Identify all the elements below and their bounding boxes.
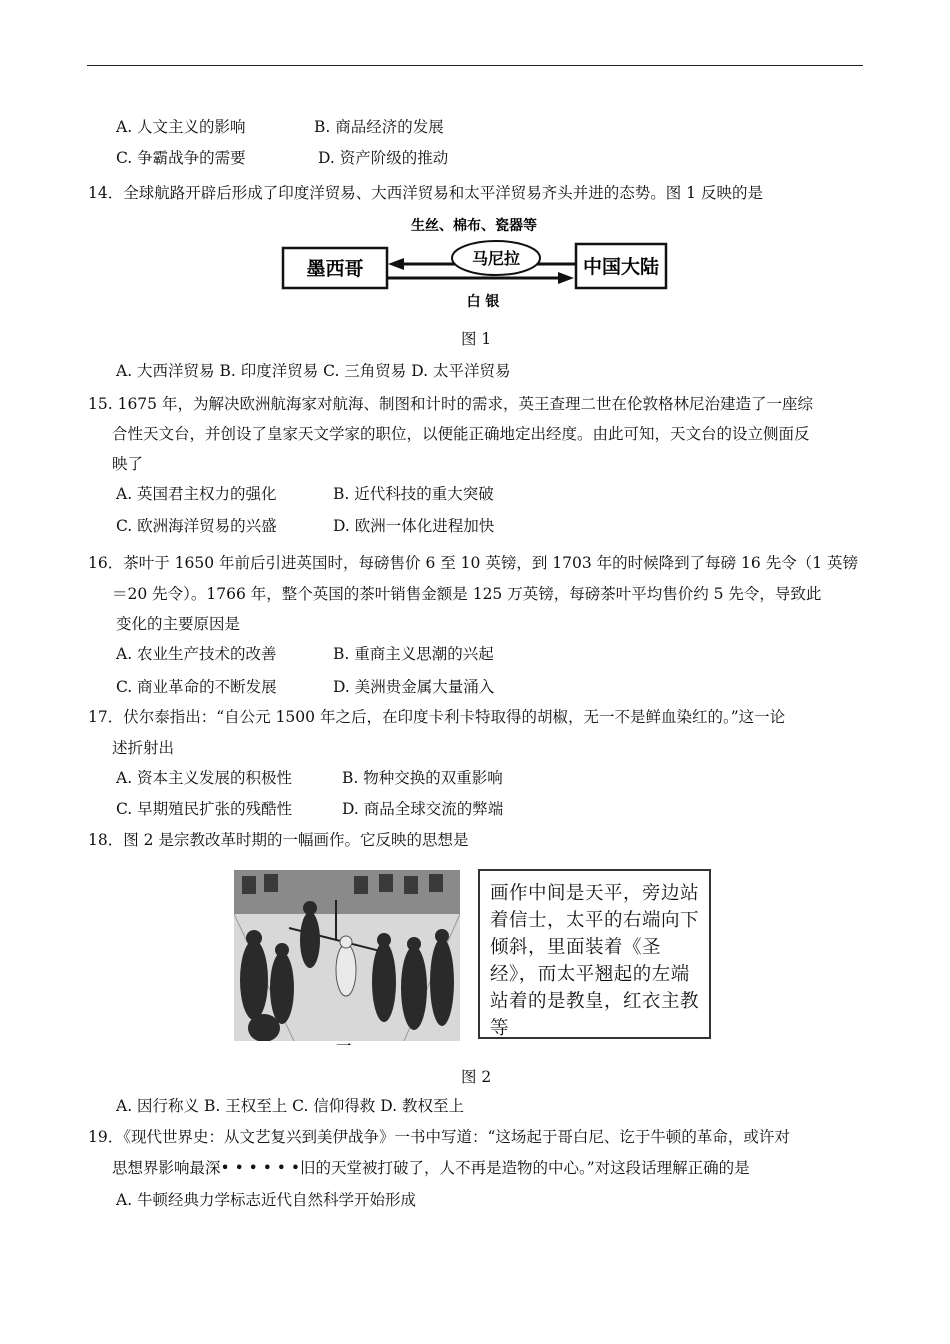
painting-description-box: 画作中间是天平，旁边站着信士，太平的右端向下倾斜，里面装着《圣经》，而太平翘起的左端站着的是教皇，红衣主教等 [478,869,711,1039]
q16-stem-line2: ＝20 先令）。1766 年，整个英国的茶叶销售金额是 125 万英镑，每磅茶叶平均售价约 5 先令，导致此 [112,585,822,603]
diagram-arrowhead-left [388,258,404,270]
reformation-painting [234,870,460,1041]
diagram-goods-bottom: 白 银 [466,294,500,310]
diagram-label-china: 中国大陆 [582,256,660,278]
q19-stem-line2: 思想界影响最深• • • • • •旧的天堂被打破了，人不再是造物的中心。”对这段话理解正确的是 [112,1159,750,1177]
diagram-arrowhead-right [558,272,574,284]
figure1-caption: 图 1 [461,330,492,348]
q16-stem-line3: 变化的主要原因是 [116,615,241,633]
q13-option-a[interactable]: A. 人文主义的影响 [116,118,246,136]
q15-stem-line3: 映了 [112,455,144,473]
figure2-caption: 图 2 [461,1068,492,1086]
q19-option-a[interactable]: A. 牛顿经典力学标志近代自然科学开始形成 [116,1191,417,1209]
q15-option-c[interactable]: C. 欧洲海洋贸易的兴盛 [116,517,277,535]
q15-option-d[interactable]: D. 欧洲一体化进程加快 [333,517,495,535]
q15-stem-line2: 合性天文台，并创设了皇家天文学家的职位，以便能正确地定出经度。由此可知，天文台的设立侧面反 [112,425,810,443]
diagram-label-manila: 马尼拉 [471,249,521,268]
painting-mark: 一 [336,1037,352,1055]
q17-option-b[interactable]: B. 物种交换的双重影响 [342,769,503,787]
q16-option-d[interactable]: D. 美洲贵金属大量涌入 [333,678,495,696]
q15-option-b[interactable]: B. 近代科技的重大突破 [333,485,494,503]
q17-option-d[interactable]: D. 商品全球交流的弊端 [342,800,504,818]
q16-option-a[interactable]: A. 农业生产技术的改善 [116,645,277,663]
q17-stem-line1: 17．伏尔泰指出：“自公元 1500 年之后，在印度卡利卡特取得的胡椒，无一不是鲜血染红的。”这一论 [88,708,786,726]
q15-option-a[interactable]: A. 英国君主权力的强化 [116,485,277,503]
q17-option-a[interactable]: A. 资本主义发展的积极性 [116,769,293,787]
q19-stem-line1: 19．《现代世界史：从文艺复兴到美伊战争》一书中写道：“这场起于哥白尼、讫于牛顿的革命，或许对 [88,1128,790,1146]
q13-option-d[interactable]: D. 资产阶级的推动 [318,149,449,167]
diagram-goods-top: 生丝、棉布、瓷器等 [411,218,537,234]
q15-stem-line1: 15. 1675 年，为解决欧洲航海家对航海、制图和计时的需求，英王查理二世在伦敦格林尼治建造了一座综 [88,395,813,413]
q13-option-b[interactable]: B. 商品经济的发展 [314,118,444,136]
q17-stem-line2: 述折射出 [112,739,175,757]
trade-route-diagram [278,208,670,314]
q17-option-c[interactable]: C. 早期殖民扩张的残酷性 [116,800,293,818]
q14-options[interactable]: A. 大西洋贸易 B. 印度洋贸易 C. 三角贸易 D. 太平洋贸易 [116,362,511,380]
q13-option-c[interactable]: C. 争霸战争的需要 [116,149,246,167]
diagram-label-mexico: 墨西哥 [306,258,364,280]
q16-stem-line1: 16．茶叶于 1650 年前后引进英国时，每磅售价 6 至 10 英镑，到 1703 年的时候降到了每磅 16 先令（1 英镑 [88,554,858,572]
header-rule [87,65,863,66]
q16-option-c[interactable]: C. 商业革命的不断发展 [116,678,277,696]
q18-stem: 18．图 2 是宗教改革时期的一幅画作。它反映的思想是 [88,831,469,849]
q14-stem: 14．全球航路开辟后形成了印度洋贸易、大西洋贸易和太平洋贸易齐头并进的态势。图 1 反映的是 [88,184,763,202]
q16-option-b[interactable]: B. 重商主义思潮的兴起 [333,645,494,663]
q18-options[interactable]: A. 因行称义 B. 王权至上 C. 信仰得救 D. 教权至上 [116,1097,464,1115]
